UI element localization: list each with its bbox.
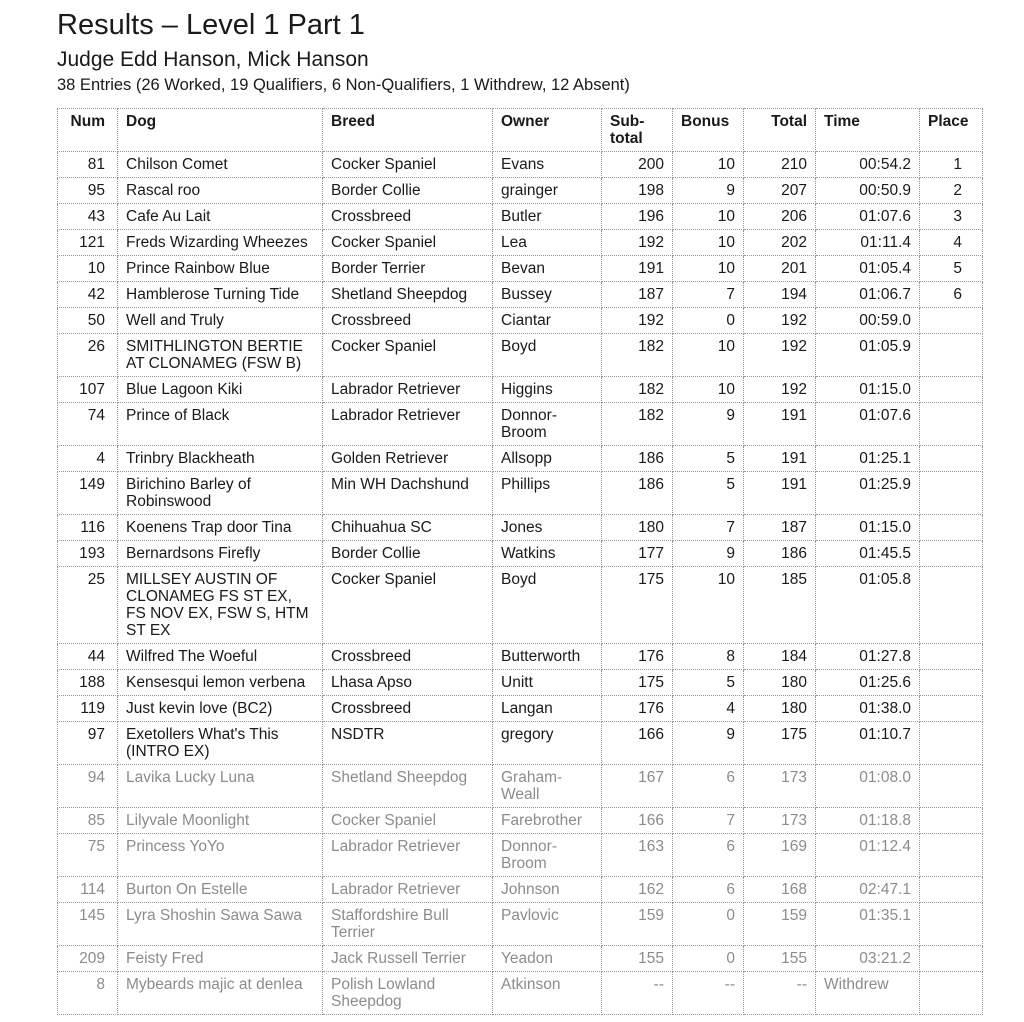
cell-bonus: 6 [673,834,744,877]
cell-num: 42 [58,282,118,308]
cell-breed: Labrador Retriever [323,403,493,446]
table-row [58,834,983,877]
cell-place [920,472,983,515]
cell-subtotal: 182 [602,377,673,403]
cell-num: 119 [58,696,118,722]
cell-owner: Phillips [493,472,602,515]
cell-num: 97 [58,722,118,765]
cell-bonus: 0 [673,308,744,334]
cell-num: 121 [58,230,118,256]
cell-subtotal: 192 [602,308,673,334]
cell-total: 202 [744,230,816,256]
cell-total: 206 [744,204,816,230]
table-row [58,152,983,178]
cell-total: 180 [744,670,816,696]
cell-owner: Bevan [493,256,602,282]
cell-bonus: 6 [673,765,744,808]
table-row [58,877,983,903]
cell-place: 4 [920,230,983,256]
cell-subtotal: -- [602,972,673,1015]
cell-bonus: 0 [673,903,744,946]
cell-dog: Exetollers What's This (INTRO EX) [118,722,323,765]
cell-bonus: 5 [673,472,744,515]
cell-place [920,670,983,696]
cell-time: 00:59.0 [816,308,920,334]
cell-breed: Crossbreed [323,204,493,230]
cell-total: 184 [744,644,816,670]
cell-dog: Rascal roo [118,178,323,204]
cell-time: 01:45.5 [816,541,920,567]
cell-owner: Jones [493,515,602,541]
cell-bonus: 10 [673,377,744,403]
cell-num: 26 [58,334,118,377]
cell-owner: Johnson [493,877,602,903]
table-row [58,308,983,334]
cell-owner: Yeadon [493,946,602,972]
cell-breed: Crossbreed [323,644,493,670]
cell-time: 01:08.0 [816,765,920,808]
cell-bonus: 10 [673,230,744,256]
cell-time: 01:15.0 [816,377,920,403]
column-header-bonus: Bonus [673,109,744,152]
cell-subtotal: 162 [602,877,673,903]
cell-place [920,972,983,1015]
cell-dog: SMITHLINGTON BERTIE AT CLONAMEG (FSW B) [118,334,323,377]
cell-total: 187 [744,515,816,541]
cell-total: 191 [744,446,816,472]
cell-time: 00:54.2 [816,152,920,178]
cell-time: 01:10.7 [816,722,920,765]
cell-dog: Blue Lagoon Kiki [118,377,323,403]
column-header-subtotal: Sub-total [602,109,673,152]
table-row [58,541,983,567]
cell-time: 01:27.8 [816,644,920,670]
cell-breed: Golden Retriever [323,446,493,472]
cell-dog: MILLSEY AUSTIN OF CLONAMEG FS ST EX, FS NOV EX, FSW S, HTM ST EX [118,567,323,644]
cell-bonus: 4 [673,696,744,722]
cell-dog: Chilson Comet [118,152,323,178]
table-row [58,722,983,765]
cell-owner: Unitt [493,670,602,696]
cell-total: 192 [744,377,816,403]
cell-breed: Border Terrier [323,256,493,282]
table-row [58,334,983,377]
table-row [58,446,983,472]
cell-dog: Feisty Fred [118,946,323,972]
cell-bonus: 9 [673,403,744,446]
cell-dog: Cafe Au Lait [118,204,323,230]
cell-subtotal: 192 [602,230,673,256]
cell-subtotal: 198 [602,178,673,204]
cell-place [920,765,983,808]
cell-num: 10 [58,256,118,282]
cell-subtotal: 176 [602,696,673,722]
cell-place [920,722,983,765]
cell-time: 01:05.4 [816,256,920,282]
cell-dog: Lavika Lucky Luna [118,765,323,808]
cell-subtotal: 166 [602,808,673,834]
cell-time: 01:06.7 [816,282,920,308]
cell-breed: Crossbreed [323,308,493,334]
judge-line: Judge Edd Hanson, Mick Hanson [57,48,369,71]
cell-num: 74 [58,403,118,446]
cell-subtotal: 196 [602,204,673,230]
cell-bonus: 7 [673,515,744,541]
cell-num: 209 [58,946,118,972]
cell-place [920,308,983,334]
cell-dog: Burton On Estelle [118,877,323,903]
cell-time: 01:11.4 [816,230,920,256]
cell-breed: NSDTR [323,722,493,765]
cell-total: 155 [744,946,816,972]
cell-subtotal: 180 [602,515,673,541]
cell-place [920,644,983,670]
cell-breed: Shetland Sheepdog [323,282,493,308]
cell-subtotal: 159 [602,903,673,946]
cell-owner: Butterworth [493,644,602,670]
cell-time: 01:15.0 [816,515,920,541]
cell-total: 173 [744,808,816,834]
cell-owner: Boyd [493,334,602,377]
cell-owner: Atkinson [493,972,602,1015]
cell-breed: Cocker Spaniel [323,567,493,644]
cell-owner: Langan [493,696,602,722]
cell-breed: Staffordshire Bull Terrier [323,903,493,946]
cell-breed: Chihuahua SC [323,515,493,541]
cell-num: 4 [58,446,118,472]
cell-subtotal: 175 [602,567,673,644]
table-row [58,670,983,696]
cell-num: 81 [58,152,118,178]
cell-dog: Mybeards majic at denlea [118,972,323,1015]
cell-bonus: 0 [673,946,744,972]
cell-breed: Border Collie [323,178,493,204]
table-row [58,377,983,403]
cell-owner: Higgins [493,377,602,403]
cell-breed: Polish Lowland Sheepdog [323,972,493,1015]
cell-place [920,877,983,903]
cell-owner: Evans [493,152,602,178]
cell-subtotal: 186 [602,446,673,472]
cell-dog: Lyra Shoshin Sawa Sawa [118,903,323,946]
cell-bonus: -- [673,972,744,1015]
column-header-time: Time [816,109,920,152]
cell-total: 168 [744,877,816,903]
cell-breed: Crossbreed [323,696,493,722]
cell-bonus: 5 [673,670,744,696]
table-row [58,282,983,308]
cell-time: 01:18.8 [816,808,920,834]
cell-num: 145 [58,903,118,946]
cell-subtotal: 163 [602,834,673,877]
cell-owner: Allsopp [493,446,602,472]
column-header-total: Total [744,109,816,152]
cell-owner: Bussey [493,282,602,308]
cell-owner: Graham-Weall [493,765,602,808]
cell-place: 2 [920,178,983,204]
cell-breed: Cocker Spaniel [323,152,493,178]
cell-total: 207 [744,178,816,204]
cell-num: 75 [58,834,118,877]
cell-num: 50 [58,308,118,334]
cell-place [920,903,983,946]
cell-dog: Just kevin love (BC2) [118,696,323,722]
cell-total: 192 [744,334,816,377]
cell-breed: Cocker Spaniel [323,230,493,256]
cell-dog: Prince of Black [118,403,323,446]
cell-place: 1 [920,152,983,178]
cell-bonus: 9 [673,722,744,765]
cell-breed: Cocker Spaniel [323,334,493,377]
table-row [58,946,983,972]
cell-total: 194 [744,282,816,308]
table-row [58,230,983,256]
cell-total: 191 [744,403,816,446]
cell-owner: gregory [493,722,602,765]
cell-num: 8 [58,972,118,1015]
cell-owner: Lea [493,230,602,256]
cell-num: 114 [58,877,118,903]
cell-place [920,515,983,541]
cell-place [920,567,983,644]
page-title: Results – Level 1 Part 1 [57,9,365,41]
table-row [58,765,983,808]
cell-dog: Birichino Barley of Robinswood [118,472,323,515]
cell-subtotal: 186 [602,472,673,515]
cell-time: 00:50.9 [816,178,920,204]
cell-breed: Cocker Spaniel [323,808,493,834]
cell-num: 25 [58,567,118,644]
table-row [58,903,983,946]
cell-num: 95 [58,178,118,204]
cell-num: 94 [58,765,118,808]
cell-owner: Pavlovic [493,903,602,946]
cell-total: 169 [744,834,816,877]
cell-owner: Donnor-Broom [493,403,602,446]
cell-dog: Well and Truly [118,308,323,334]
table-row [58,256,983,282]
cell-owner: Donnor-Broom [493,834,602,877]
cell-num: 116 [58,515,118,541]
cell-bonus: 5 [673,446,744,472]
cell-bonus: 10 [673,334,744,377]
column-header-owner: Owner [493,109,602,152]
cell-owner: Boyd [493,567,602,644]
cell-subtotal: 167 [602,765,673,808]
cell-place: 6 [920,282,983,308]
cell-num: 85 [58,808,118,834]
cell-total: 175 [744,722,816,765]
cell-num: 43 [58,204,118,230]
table-row [58,403,983,446]
cell-subtotal: 175 [602,670,673,696]
cell-breed: Jack Russell Terrier [323,946,493,972]
cell-place: 3 [920,204,983,230]
cell-breed: Labrador Retriever [323,877,493,903]
cell-bonus: 7 [673,808,744,834]
cell-subtotal: 200 [602,152,673,178]
cell-place [920,696,983,722]
cell-subtotal: 177 [602,541,673,567]
table-row [58,178,983,204]
cell-dog: Koenens Trap door Tina [118,515,323,541]
table-row [58,972,983,1015]
cell-place [920,446,983,472]
table-row [58,472,983,515]
cell-num: 188 [58,670,118,696]
table-row [58,808,983,834]
results-table [57,108,983,1015]
cell-time: 01:25.6 [816,670,920,696]
column-header-dog: Dog [118,109,323,152]
table-row [58,567,983,644]
cell-dog: Wilfred The Woeful [118,644,323,670]
cell-time: 02:47.1 [816,877,920,903]
column-header-num: Num [58,109,118,152]
table-row [58,644,983,670]
cell-bonus: 10 [673,152,744,178]
cell-owner: Ciantar [493,308,602,334]
cell-dog: Princess YoYo [118,834,323,877]
cell-num: 44 [58,644,118,670]
cell-bonus: 10 [673,204,744,230]
cell-time: 01:25.1 [816,446,920,472]
cell-place [920,377,983,403]
cell-place [920,403,983,446]
cell-breed: Border Collie [323,541,493,567]
cell-total: 185 [744,567,816,644]
cell-owner: Farebrother [493,808,602,834]
cell-breed: Min WH Dachshund [323,472,493,515]
cell-owner: Butler [493,204,602,230]
cell-dog: Lilyvale Moonlight [118,808,323,834]
cell-num: 193 [58,541,118,567]
cell-total: 192 [744,308,816,334]
table-row [58,204,983,230]
cell-time: 01:07.6 [816,403,920,446]
cell-owner: grainger [493,178,602,204]
cell-subtotal: 187 [602,282,673,308]
cell-subtotal: 191 [602,256,673,282]
entries-summary: 38 Entries (26 Worked, 19 Qualifiers, 6 Non-Qualifiers, 1 Withdrew, 12 Absent) [57,76,630,94]
cell-bonus: 10 [673,567,744,644]
cell-total: 201 [744,256,816,282]
cell-subtotal: 182 [602,334,673,377]
cell-time: 01:05.9 [816,334,920,377]
cell-time: 03:21.2 [816,946,920,972]
cell-bonus: 9 [673,541,744,567]
table-row [58,696,983,722]
cell-breed: Labrador Retriever [323,834,493,877]
cell-breed: Shetland Sheepdog [323,765,493,808]
cell-time: 01:07.6 [816,204,920,230]
cell-dog: Trinbry Blackheath [118,446,323,472]
cell-owner: Watkins [493,541,602,567]
header-row [58,109,983,152]
cell-time: Withdrew [816,972,920,1015]
cell-breed: Lhasa Apso [323,670,493,696]
cell-time: 01:38.0 [816,696,920,722]
cell-place: 5 [920,256,983,282]
cell-dog: Kensesqui lemon verbena [118,670,323,696]
cell-bonus: 9 [673,178,744,204]
cell-total: 159 [744,903,816,946]
cell-dog: Prince Rainbow Blue [118,256,323,282]
cell-place [920,834,983,877]
cell-time: 01:05.8 [816,567,920,644]
cell-total: 186 [744,541,816,567]
cell-time: 01:12.4 [816,834,920,877]
cell-place [920,541,983,567]
cell-num: 107 [58,377,118,403]
column-header-place: Place [920,109,983,152]
cell-place [920,808,983,834]
cell-subtotal: 176 [602,644,673,670]
cell-place [920,334,983,377]
cell-time: 01:25.9 [816,472,920,515]
cell-breed: Labrador Retriever [323,377,493,403]
cell-time: 01:35.1 [816,903,920,946]
cell-total: 180 [744,696,816,722]
column-header-breed: Breed [323,109,493,152]
cell-place [920,946,983,972]
cell-bonus: 8 [673,644,744,670]
cell-bonus: 7 [673,282,744,308]
table-row [58,515,983,541]
cell-dog: Hamblerose Turning Tide [118,282,323,308]
cell-total: -- [744,972,816,1015]
cell-total: 191 [744,472,816,515]
cell-subtotal: 182 [602,403,673,446]
cell-dog: Bernardsons Firefly [118,541,323,567]
cell-bonus: 10 [673,256,744,282]
cell-bonus: 6 [673,877,744,903]
cell-subtotal: 155 [602,946,673,972]
cell-dog: Freds Wizarding Wheezes [118,230,323,256]
cell-total: 210 [744,152,816,178]
cell-num: 149 [58,472,118,515]
cell-total: 173 [744,765,816,808]
cell-subtotal: 166 [602,722,673,765]
